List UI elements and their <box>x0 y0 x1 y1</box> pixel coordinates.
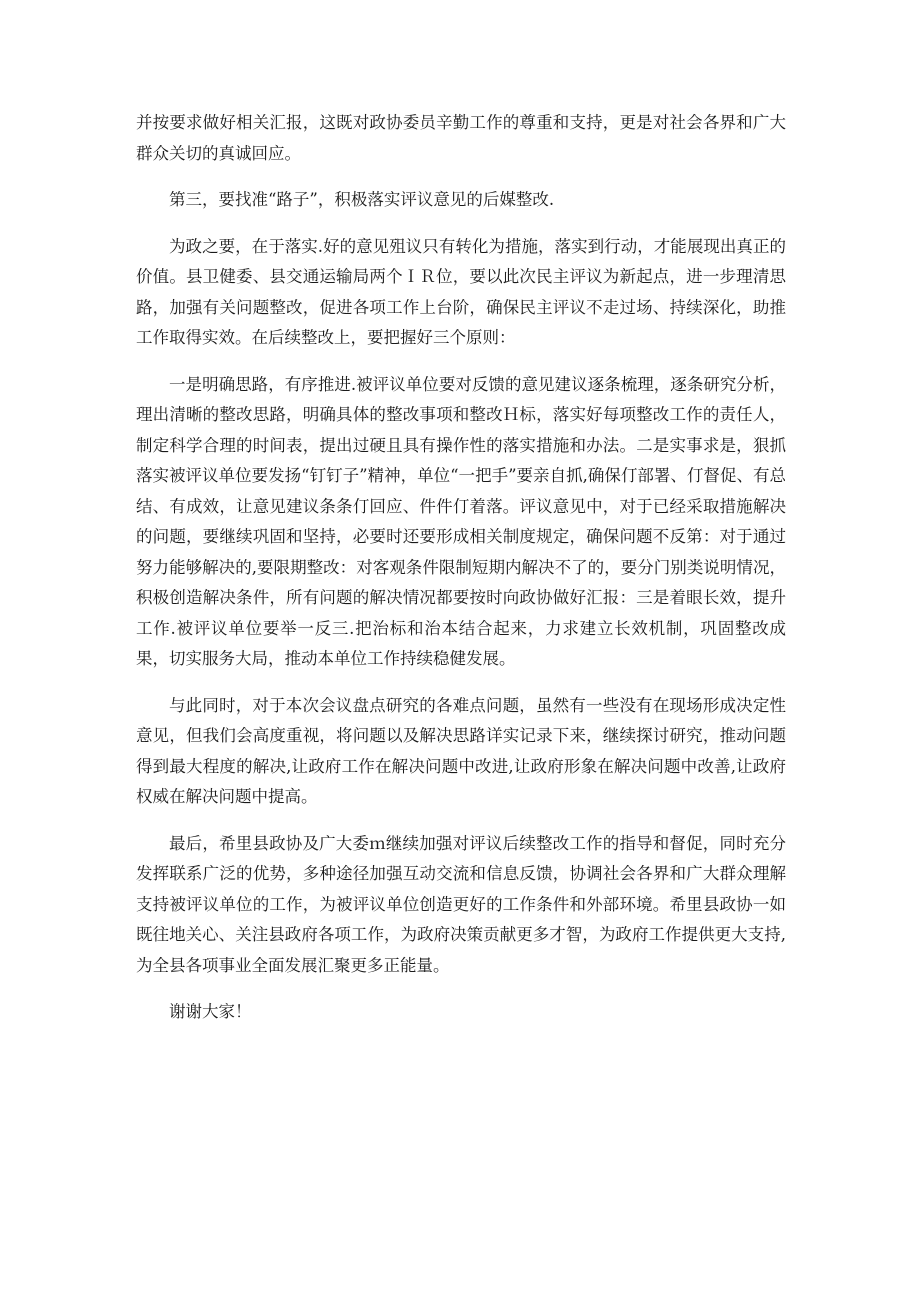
paragraph-section-three-heading: 第三，要找准“路子”，积极落实评议意见的后媒整改. <box>169 190 555 209</box>
paragraph-continued: 并按要求做好相关汇报，这既对政协委员辛勤工作的尊重和支持，更是对社会各界和广大群众关切的真诚回应。 <box>136 113 786 163</box>
paragraph-three-principles: 一是明确思路，有序推进.被评议单位要对反馈的意见建议逐条梳理，逐条研究分析，理出清晰的整改思路，明确具体的整改事项和整改Ｈ标，落实好每项整改工作的责任人，制定科学合理的时间表，提出过硬且具有操作性的落实措施和办法。二是实事求是，狠抓落实被评议单位要发扬“钉钉子”精神，单位“一把手”要亲自抓,确保仃部署、仃督促、有总结、有成效，让意见建议条条仃回应、件件仃着落。评议意见中，对于已经采取措施解决的问题，要继续巩固和坚持，必要时还要形成相关制度规定，确保问题不反第：对于通过努力能够解决的,要限期整改：对客观条件限制短期内解决不了的，要分门别类说明情况，积极创造解决条件，所有问题的解决情况都要按时向政协做好汇报：三是着眼长效，提升工作.被评议单位要举一反三.把治标和治本结合起来，力求建立长效机制，巩固整改成果，切实服务大局，推动本单位工作持续稳健发展。 <box>136 374 786 668</box>
paragraph-meanwhile: 与此同时，对于本次会议盘点研究的各难点问题，虽然有一些没有在现场形成决定性意见，但我们会高度重视，将问题以及解决思路详实记录下来，继续探讨研究，推动问题得到最大程度的解决,让政府工作在解决问题中改进,让政府形象在解决问题中改善,让政府权威在解决问题中提高。 <box>136 695 786 806</box>
paragraph-implementation: 为政之要，在于落实.好的意见殂议只有转化为措施，落实到行动，才能展现出真正的价值。县卫健委、县交通运输局两个ＩＲ位，要以此次民主评议为新起点，进一步理清思路，加强有关问题整改，促进各项工作上台阶，确保民主评议不走过场、持续深化，助推工作取得实效。在后续整改上，要把握好三个原则： <box>136 236 786 347</box>
paragraph-finally: 最后，希里县政协及广大委ｍ继续加强对评议后续整改工作的指导和督促，同时充分发挥联系广泛的优势，多种途径加强互动交流和信息反馈，协调社会各界和广大群众理解支持被评议单位的工作，为被评议单位创造更好的工作条件和外部环境。希里县政协一如既往地关心、关注县政府各项工作，为政府决策贡献更多才智，为政府工作提供更大支持,为全县各项事业全面发展汇聚更多正能量。 <box>136 833 786 975</box>
document-body <box>136 108 786 1044</box>
paragraph-thanks: 谢谢大家！ <box>169 1002 252 1021</box>
